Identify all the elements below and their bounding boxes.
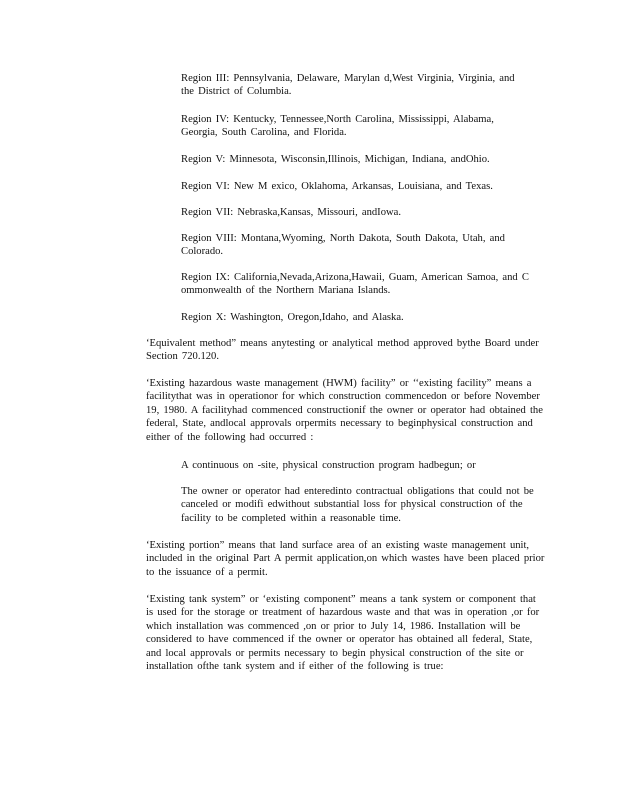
region-ix: Region IX: California,Nevada,Arizona,Hawaii, Guam, American Samoa, and C ommonwealth of the Northern Mariana Islands. bbox=[181, 272, 529, 297]
definition-existing-tank-system: ‘Existing tank system” or ‘existing component” means a tank system or component that is used for the storage or treatment of hazardous waste and that was in operation ,or for which installation was commenced ,on or prior to July 14, 1986. Installation will be considered to have commenced if the owner or operator has obtained all federal, State, and local approvals or permits necessary to begin physical construction of the site or installation ofthe tank system and if either of the following is true: bbox=[146, 594, 540, 673]
region-vii: Region VII: Nebraska,Kansas, Missouri, andIowa. bbox=[181, 207, 401, 218]
definition-existing-facility: ‘Existing hazardous waste management (HWM) facility” or ‘‘existing facility” means a facilitythat was in operationor for which construction commencedon or before November 19, 1980. A facilityhad commenced constructionif the owner or operator had obtained the federal, State, andlocal approvals orpermits necessary to beginphysical construction and either of the following had occurred : bbox=[146, 378, 543, 443]
region-iii: Region III: Pennsylvania, Delaware, Marylan d,West Virginia, Virginia, and the District of Columbia. bbox=[181, 73, 515, 98]
region-x: Region X: Washington, Oregon,Idaho, and Alaska. bbox=[181, 312, 404, 323]
region-v: Region V: Minnesota, Wisconsin,Illinois, Michigan, Indiana, andOhio. bbox=[181, 154, 490, 165]
region-vi: Region VI: New M exico, Oklahoma, Arkansas, Louisiana, and Texas. bbox=[181, 181, 493, 192]
region-viii: Region VIII: Montana,Wyoming, North Dakota, South Dakota, Utah, and Colorado. bbox=[181, 233, 505, 258]
region-iv: Region IV: Kentucky, Tennessee,North Carolina, Mississippi, Alabama, Georgia, South Carolina, and Florida. bbox=[181, 114, 494, 139]
existing-facility-item-2: The owner or operator had enteredinto contractual obligations that could not be canceled or modifi edwithout substantial loss for physical construction of the facility to be completed within a reasonable time. bbox=[181, 486, 534, 524]
definition-existing-portion: ‘Existing portion” means that land surface area of an existing waste management unit, included in the original Part A permit application,on which wastes have been placed prior to the issuance of a permit. bbox=[146, 540, 545, 578]
existing-facility-item-1: A continuous on -site, physical construction program hadbegun; or bbox=[181, 460, 476, 471]
definition-equivalent-method: ‘Equivalent method” means anytesting or analytical method approved bythe Board under Section 720.120. bbox=[146, 338, 539, 363]
